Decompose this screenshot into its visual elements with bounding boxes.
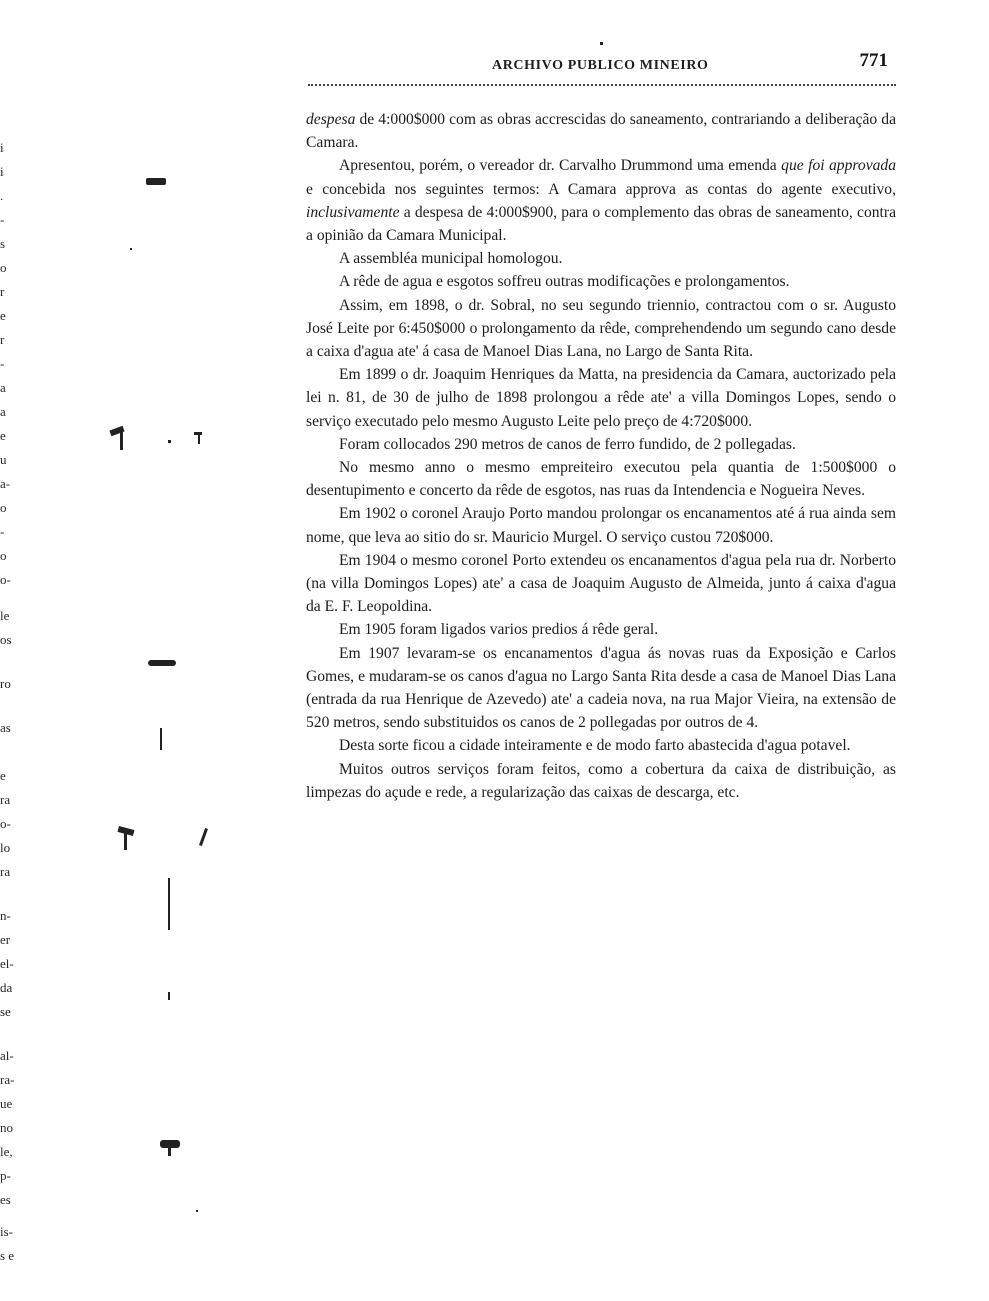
paragraph-4: A rêde de agua e esgotos soffreu outras modificações e prolongamentos. — [339, 273, 790, 291]
margin-fragment: lo — [0, 840, 11, 855]
margin-fragment: as — [0, 720, 11, 735]
page-number: 771 — [859, 50, 888, 71]
margin-fragment: ra — [0, 864, 11, 879]
margin-fragment: e — [0, 428, 6, 443]
paragraph-13: Desta sorte ficou a cidade inteiramente e de modo farto abastecida d'agua potavel. — [339, 737, 851, 755]
header-rule — [308, 84, 896, 86]
margin-fragment: os — [0, 632, 12, 647]
margin-fragment: a — [0, 380, 6, 395]
margin-fragment: el- — [0, 956, 14, 971]
margin-fragment: e — [0, 308, 6, 323]
margin-fragment: s — [0, 236, 6, 251]
scan-speck — [146, 178, 166, 185]
scan-speck — [148, 660, 176, 666]
paragraph-2-text-b: e concebida nos seguintes termos: A Camara approva as contas do agente executivo, — [306, 180, 896, 198]
scan-speck — [199, 828, 208, 846]
margin-fragment: s e — [0, 1248, 15, 1263]
margin-fragment: r — [0, 332, 5, 347]
scan-speck — [168, 992, 170, 1000]
paragraph-2 — [306, 154, 896, 247]
italic-lead: despesa — [306, 111, 356, 128]
scan-speck — [120, 430, 123, 450]
paragraph-11: Em 1905 foram ligados varios predios á rêde geral. — [339, 621, 659, 639]
paragraph-10: Em 1904 o mesmo coronel Porto extendeu os encanamentos d'agua pela rua dr. Norberto (na villa Domingos Lopes) ate' a casa de Joaquim Augusto de Almeida, junto á caixa d'agua da E. F. Leopoldina. — [306, 551, 896, 616]
margin-fragment: er — [0, 932, 11, 947]
body-text — [306, 108, 896, 804]
margin-fragment: le, — [0, 1144, 13, 1159]
paragraph-12: Em 1907 levaram-se os encanamentos d'agua ás novas ruas da Exposição e Carlos Gomes, e mudaram-se os canos d'agua no Largo Santa Rita desde a casa de Manoel Dias Lana (entrada da rua Henrique de Azevedo) ate' a cadeia nova, na rua Major Vieira, na extensão de 520 metros, sendo substituidos os canos de 2 pollegadas por outros de 4. — [306, 644, 896, 732]
margin-fragment: e — [0, 768, 6, 783]
scan-speck — [168, 1146, 171, 1156]
margin-fragment: se — [0, 1004, 11, 1019]
italic-approved: que foi approvada — [781, 157, 896, 175]
margin-fragment: . — [0, 188, 4, 203]
margin-fragment: ra- — [0, 1072, 15, 1087]
margin-fragment: i — [0, 140, 4, 155]
margin-fragment: o — [0, 500, 7, 515]
paragraph-2-text-c: a despesa de 4:000$900, para o complemento das obras de saneamento, contra a opinião da Camara Municipal. — [306, 203, 896, 245]
running-title: ARCHIVO PUBLICO MINEIRO — [492, 58, 709, 73]
scan-speck — [160, 728, 162, 750]
margin-fragment: u — [0, 452, 7, 467]
paragraph-2-text-a: Apresentou, porém, o vereador dr. Carvalho Drummond uma emenda — [339, 157, 782, 175]
paragraph-6: Em 1899 o dr. Joaquim Henriques da Matta, na presidencia da Camara, auctorizado pela lei n. 81, de 30 de julho de 1898 prolongou a rêde ate' a villa Domingos Lopes, sendo o serviço executado pelo mesmo Augusto Leite pelo preço de 4:720$000. — [306, 366, 896, 430]
paragraph-9: Em 1902 o coronel Araujo Porto mandou prolongar os encanamentos até á rua ainda sem nome, que leva ao sitio do sr. Mauricio Murgel. O serviço custou 720$000. — [306, 505, 896, 546]
margin-fragment: r — [0, 284, 5, 299]
margin-fragment: da — [0, 980, 13, 995]
margin-fragment: o- — [0, 816, 11, 831]
margin-fragment: a- — [0, 476, 11, 491]
margin-fragment: ue — [0, 1096, 13, 1111]
paragraph-8: No mesmo anno o mesmo empreiteiro executou pela quantia de 1:500$000 o desentupimento e concerto da rêde de esgotos, nas ruas da Intendencia e Nogueira Neves. — [306, 459, 896, 500]
paragraph-5: Assim, em 1898, o dr. Sobral, no seu segundo triennio, contractou com o sr. Augusto José Leite por 6:450$000 o prolongamento da rêde, comprehendendo um segundo cano desde a caixa d'agua ate' á casa de Manoel Dias Lana, no Largo de Santa Rita. — [306, 296, 896, 361]
margin-fragment: - — [0, 356, 5, 371]
paragraph-7: Foram collocados 290 metros de canos de ferro fundido, de 2 pollegadas. — [339, 435, 796, 453]
margin-fragment: is- — [0, 1224, 13, 1239]
margin-fragment: p- — [0, 1168, 11, 1183]
scan-speck — [168, 878, 170, 930]
scan-speck — [124, 830, 127, 850]
page-header — [306, 48, 896, 86]
margin-fragment: no — [0, 1120, 13, 1135]
margin-fragment: o — [0, 260, 7, 275]
margin-fragment: n- — [0, 908, 11, 923]
paragraph-3: A assembléa municipal homologou. — [339, 250, 563, 268]
margin-fragment: al- — [0, 1048, 14, 1063]
margin-fragment: o- — [0, 572, 11, 587]
margin-fragment: - — [0, 212, 5, 227]
margin-fragment: ro — [0, 676, 11, 691]
margin-fragment: o — [0, 548, 7, 563]
margin-fragment: es — [0, 1192, 11, 1207]
margin-fragment: ra — [0, 792, 11, 807]
scan-speck — [130, 248, 132, 250]
paragraph-1-text: de 4:000$000 com as obras accrescidas do saneamento, contrariando a deliberação da Camara. — [306, 111, 896, 152]
scan-speck — [198, 432, 200, 444]
scan-speck — [196, 1210, 198, 1212]
margin-fragment: le — [0, 608, 10, 623]
scan-speck — [600, 42, 603, 45]
paragraph-1 — [306, 108, 896, 154]
scan-speck — [168, 440, 171, 443]
margin-fragment: a — [0, 404, 6, 419]
margin-fragment: - — [0, 524, 5, 539]
margin-fragment: i — [0, 164, 4, 179]
italic-inclusively: inclusivamente — [306, 203, 400, 221]
paragraph-14: Muitos outros serviços foram feitos, como a cobertura da caixa de distribuição, as limpezas do açude e rede, a regularização das caixas de descarga, etc. — [306, 760, 896, 801]
